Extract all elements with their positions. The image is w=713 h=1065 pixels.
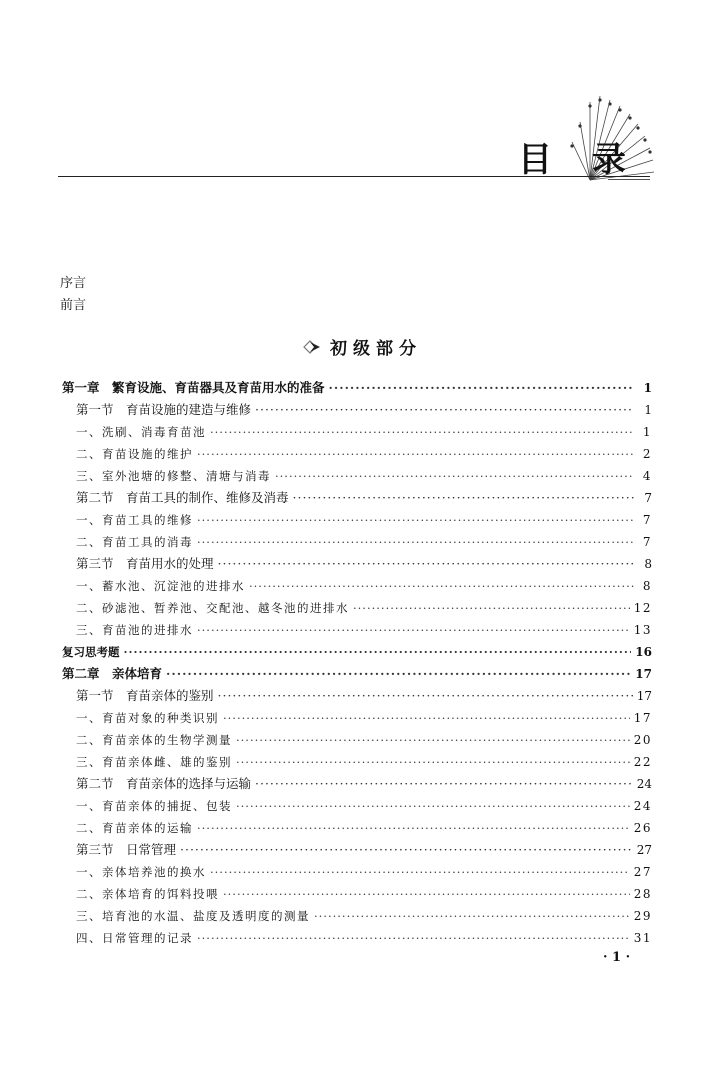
toc-entry-section[interactable] [62,553,654,575]
toc-entry-page: 27 [633,865,652,879]
toc-entry-page: 17 [636,689,652,703]
toc-entry-title: 三、室外池塘的修整、清塘与消毒 [76,469,271,483]
toc-entry-title: 一、蓄水池、沉淀池的进排水 [76,579,245,593]
toc-entry-title: 第二节 育苗工具的制作、维修及消毒 [76,490,289,505]
page-title: 目 录 [518,140,640,180]
toc-entry-item[interactable] [62,443,654,465]
toc-entry-title: 二、育苗亲体的运输 [76,821,193,835]
toc-entry-item[interactable] [62,883,654,905]
toc-entry-title: 二、育苗工具的消毒 [76,535,193,549]
toc-entry-page: 7 [642,513,652,527]
toc-entry-item[interactable] [62,795,654,817]
toc-entry-page: 17 [633,711,652,725]
page-number: · 1 · [603,950,631,965]
toc-entry-title: 一、育苗工具的维修 [76,513,193,527]
toc-entry-item[interactable] [62,575,654,597]
leader-dots [166,663,631,685]
leader-dots [180,839,633,861]
leader-dots [197,619,630,641]
toc-entry-page: 27 [636,843,652,857]
leader-dots [293,487,634,509]
toc-entry-page: 8 [644,557,652,571]
toc-entry-page: 1 [643,381,652,395]
toc-entry-section[interactable] [62,487,654,509]
toc-entry-chapter[interactable] [62,377,654,399]
toc-entry-page: 17 [635,667,652,681]
toc-entry-page: 29 [633,909,652,923]
toc-entry-item[interactable] [62,861,654,883]
toc-entry-title: 三、育苗亲体雌、雄的鉴别 [76,755,232,769]
toc-entry-page: 16 [635,645,652,659]
toc-entry-item[interactable] [62,817,654,839]
toc-entry-page: 24 [633,799,652,813]
toc-entry-title: 第一章 繁育设施、育苗器具及育苗用水的准备 [62,380,325,395]
toc-entry-page: 22 [633,755,652,769]
toc-entry-page: 2 [642,447,652,461]
header-rule-secondary [608,179,650,180]
toc-entry-title: 第三节 日常管理 [76,842,177,857]
diamond-arrow-icon [300,339,324,355]
toc-entry-title: 四、日常管理的记录 [76,931,193,945]
leader-dots [218,685,633,707]
toc-entry-title: 第二节 育苗亲体的选择与运输 [76,776,252,791]
toc-entry-item[interactable] [62,707,654,729]
toc-entry-section[interactable] [62,839,654,861]
leader-dots [249,575,634,597]
leader-dots [236,729,630,751]
toc-entry-title: 二、砂滤池、暂养池、交配池、越冬池的进排水 [76,601,349,615]
leader-dots [197,531,634,553]
toc-entry-item[interactable] [62,597,654,619]
toc-entry-item[interactable] [62,421,654,443]
leader-dots [197,927,630,949]
toc-entry-item[interactable] [62,905,654,927]
leader-dots [314,905,630,927]
toc-entry-page: 4 [642,469,652,483]
toc-entry-page: 28 [633,887,652,901]
leader-dots [275,465,634,487]
toc-entry-title: 第三节 育苗用水的处理 [76,556,214,571]
leader-dots [197,443,634,465]
front-matter-foreword[interactable]: 前言 [60,298,87,313]
leader-dots [210,421,634,443]
toc-entry-item[interactable] [62,729,654,751]
toc-entry-title: 三、培育池的水温、盐度及透明度的测量 [76,909,310,923]
leader-dots [255,773,633,795]
toc-entry-title: 第二章 亲体培育 [62,666,163,681]
toc-entry-section[interactable] [62,685,654,707]
toc-entry-page: 12 [633,601,652,615]
toc-entry-review[interactable] [62,641,654,663]
leader-dots [197,509,634,531]
toc-entry-title: 一、育苗亲体的捕捉、包装 [76,799,232,813]
toc-entry-item[interactable] [62,619,654,641]
toc-entry-title: 二、育苗设施的维护 [76,447,193,461]
toc-entry-title: 二、亲体培育的饵料投喂 [76,887,219,901]
toc-entry-title: 二、育苗亲体的生物学测量 [76,733,232,747]
toc-entry-title: 复习思考题 [62,645,120,659]
toc-entry-page: 8 [642,579,652,593]
part-title: 初级部分 [330,339,422,359]
toc-entry-title: 三、育苗池的进排水 [76,623,193,637]
toc-entry-title: 一、洗刷、消毒育苗池 [76,425,206,439]
leader-dots [223,707,630,729]
toc-entry-item[interactable] [62,531,654,553]
table-of-contents [62,377,654,949]
toc-entry-page: 20 [633,733,652,747]
toc-entry-item[interactable] [62,465,654,487]
leader-dots [218,553,634,575]
leader-dots [236,751,630,773]
part-heading [300,334,422,359]
leader-dots [329,377,634,399]
toc-entry-title: 一、育苗对象的种类识别 [76,711,219,725]
toc-entry-page: 13 [633,623,652,637]
toc-entry-page: 26 [633,821,652,835]
toc-entry-title: 第一节 育苗设施的建造与维修 [76,402,252,417]
leader-dots [124,641,632,663]
leader-dots [210,861,630,883]
toc-entry-page: 1 [642,425,652,439]
toc-entry-page: 7 [642,535,652,549]
leader-dots [255,399,634,421]
front-matter-preface[interactable]: 序言 [60,276,87,291]
leader-dots [197,817,630,839]
toc-entry-title: 第一节 育苗亲体的鉴别 [76,688,214,703]
toc-entry-page: 7 [644,491,652,505]
toc-entry-title: 一、亲体培养池的换水 [76,865,206,879]
toc-entry-page: 24 [636,777,652,791]
toc-entry-section[interactable] [62,399,654,421]
leader-dots [353,597,630,619]
leader-dots [236,795,630,817]
toc-entry-page: 31 [633,931,652,945]
toc-entry-page: 1 [644,403,652,417]
toc-entry-item[interactable] [62,751,654,773]
toc-entry-item[interactable] [62,509,654,531]
header-rule [58,176,650,177]
toc-entry-item[interactable] [62,927,654,949]
toc-entry-chapter[interactable] [62,663,654,685]
leader-dots [223,883,630,905]
toc-entry-section[interactable] [62,773,654,795]
